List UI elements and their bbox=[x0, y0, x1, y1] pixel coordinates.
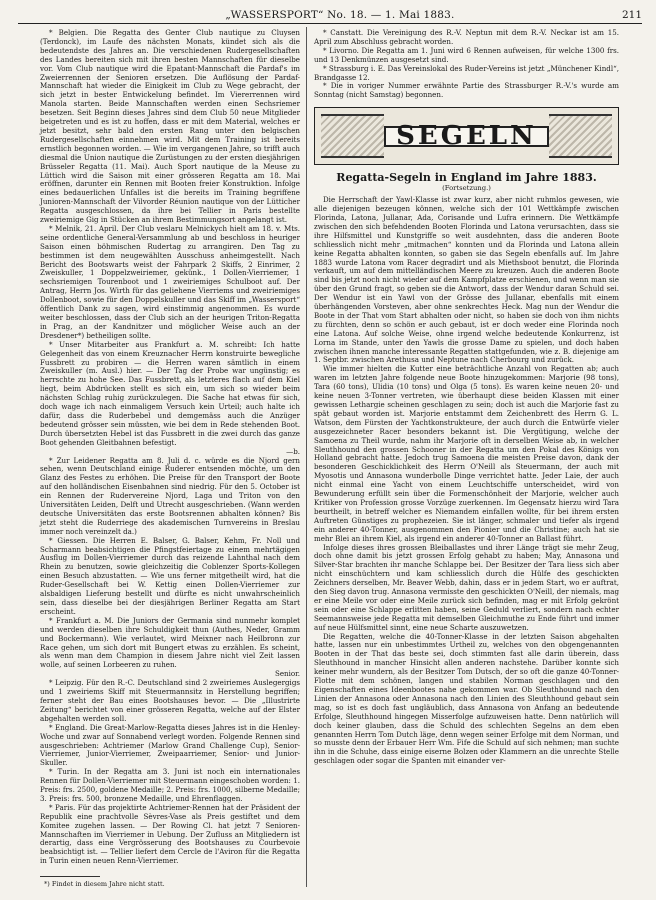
signature: —b. bbox=[286, 446, 300, 456]
news-item-giessen: * Giessen. Die Herren E. Balser, G. Balser, Kehm, Fr. Noll und Scharmann beabsichtigen die Pfingstfeiertage zu einem mehrtägigen Ausflug im Dollen-Vierriemer durch das reizende Lahnthal nach dem Rhein zu benutzen, sowie gleichzeitig die Coblenzer Sports-Kollegen einen Besuch abzustatten. — Wie uns ferner mitgetheilt wird, hat die Ruder-Gesellschaft bei W. Kettig einen Dollen-Vierriemer zur alsbaldigen Lieferung bestellt und dürfte es nicht unwahrscheinlich sein, dass dieselbe bei der diesjährigen Berliner Regatta am Start erscheint. bbox=[40, 535, 300, 616]
news-item-livorno: * Livorno. Die Regatta am 1. Juni wird 6 Rennen aufweisen, für welche 1300 frs. und 13 Denkmünzen ausgesetzt sind. bbox=[314, 45, 619, 64]
ornament-right bbox=[549, 114, 612, 158]
left-column bbox=[40, 29, 300, 889]
news-item-strassburg: * Strassburg i. E. Das Vereinslokal des Ruder-Vereins ist jetzt „Münchener Kindl“, Brandgasse 12. bbox=[314, 63, 619, 82]
article-paragraph: Die Regatten, welche die 40-Tonner-Klasse in der letzten Saison abgehalten hatte, lassen nur ein unbestimmtes Urtheil zu, welches von den obgengenannten Booten in der That das beste sei, doch stimmten fast alle darin überein, dass Sleuthhound in mancher Hinsicht allen anderen nachstehe. Darüber konnte sich keiner mehr wundern, als der Besitzer Tom Dutsch, der so oft die ganze 40-Tonner-Flotte mit dem schönen, langen und stabilen Norman geschlagen und den Eigenschaften eines Ideenbootes nahe gekommen war. Ob Sleuthhound nach den Linien der Annasona oder Annasona nach den Linien des Sleuthhound gebaut sein mag, so ist es doch fast ungläublich, dass Annasona von Anfang an bedeutende Erfolge, Sleuthhound hingegen Misserfolge aufzuweisen hatte. Denn natürlich will doch keiner glauben, dass die Schuld des schlechten Segelns an dem eben genannten Herrn Tom Dutch läge, denn wegen seiner Erfolge mit dem Norman, und so musste denn der Erbauer Herr Wm. Fife die Schuld auf sich nehmen; man suchte ihn in die Schuhe, dass einige eiserne Bolzen oder Klammern an die unrechte Stelle geschlagen oder sogar die Spanten mit einander ver- bbox=[314, 631, 619, 766]
page-number: 211 bbox=[621, 9, 642, 21]
news-item-frankfurt-germania: * Frankfurt a. M. Die Juniors der Germania sind nunmehr komplet und werden dieselben ihre Schuldigkeit thun (Authes, Neder, Gramm und Bockermann). Wie verlautet, wird Meixner nach Heilbronn zur Race gehen, um sich dort mit Bungert etwas zu erzählen. Es scheint, als wenn man dem Champion in diesem Jahre nicht viel Zeit lassen wolle, auf seinen Lorbeeren zu ruhen. bbox=[40, 615, 300, 670]
article-paragraph: Die Herrschaft der Yawl-Klasse ist zwar kurz, aber nicht ruhmlos gewesen, wie alle diejenigen bezeugen können, welche sich der 101 Wettkämpfe zwischen Florinda, Latona, Jullanar, Ada, Corisande und Lufra erinnern. Die Wettkämpfe zwischen den sich befehdenden Booten Florinda und Latona verursachten, dass sie ihre Hilfsmittel und Kunstgriffe so weit ausdehnten, dass die anderen Boote schliesslich nicht mehr „mitmachen“ konnten und da Florinda und Latona allein keine Regatta abhalten konnten, so gaben sie das Segeln ebenfalls auf. Im Jahre 1883 wurde Latona vom Racer degradirt und als Miethsboot benutzt, die Florinda verkauft, um auf dem mittelländischen Meere zu kreuzen. Auch die anderen Boote sind bis jetzt noch nicht wieder auf dem Kampfplatze erschienen, und wenn man sie über den Grund fragt, so geben sie die Antwort, dass der Wendur daran Schuld sei. Der Wendur ist ein Yawl von der Grösse des Jullanar, ebenfalls mit einem überhängenden Vorsteven, aber ohne senkrechtes Heck. Mag nun der Wendur die Boote in der That vom Start abhalten oder nicht, so haben sie doch von ihm nichts zu fürchten, denn so schön er auch gebaut, ist er doch weder eine Florinda noch eine Latona. Auf solche Weise, ohne irgend welche bedeutende Konkurrenz, ist Lorna im Stande, unter den Yawls die grosse Dame zu spielen, und doch haben zwischen ihnen manche interessante Regatten stattgefunden, wie z. B. diejenige am 1. Septbr. zwischen Arethusa und Neptune nach Cherbourg und zurück. bbox=[314, 195, 619, 365]
signature: Senior. bbox=[274, 669, 300, 679]
article-subtitle: (Fortsetzung.) bbox=[442, 184, 491, 193]
column-divider bbox=[306, 27, 307, 887]
news-item-frankfurt-fussbrett: * Unser Mitarbeiter aus Frankfurt a. M. schreibt: Ich hatte Gelegenheit das von einem Kreuznacher Herrn konstruirte bewegliche Fussbrett zu probiren — die Herren waren sämtlich in einem Zweiskuller (m. Ausl.) hier. — Der Tag der Probe war ungünstig; es herrschte zu hohe See. Das Fussbrett, als letzteres flach auf dem Kiel liegt, beim Abdrücken stellt es sich ein, um sich so wieder beim nächsten Schlag ruhig zurückzulegen. Die Sache hat etwas für sich, doch wage ich nach einmaligem Versuch kein Urteil; auch halte ich dafür, dass die Ruderbebel und demgemäss auch die Anzüger bedeutend grösser sein müssten, wie bei dem in Rede stehenden Boot. Durch übersetzten Hebel ist das Fussbrett in die zwei durch das ganze Boot gehenden Gleitbahnen befestigt. bbox=[40, 339, 300, 447]
journal-title: „WASSERSPORT“ No. 18. — 1. Mai 1883. bbox=[225, 9, 455, 21]
news-item-strassburg-partie: * Die in voriger Nummer erwähnte Partie des Strassburger R.-V.'s wurde am Sonntag (nicht Samstag) begonnen. bbox=[314, 81, 619, 100]
news-item-canstatt: * Canstatt. Die Vereinigung des R.-V. Neptun mit dem R.-V. Neckar ist am 15. April zum Abschluss gebracht worden. bbox=[314, 28, 619, 46]
running-header bbox=[18, 7, 642, 24]
ornament-left bbox=[321, 114, 384, 158]
news-item-england: * England. Die Great-Marlow-Regatta dieses Jahres ist in die Henley-Woche und zwar auf Sonnabend verlegt worden. Folgende Rennen sind ausgeschrieben: Achtriemer (Marlow Grand Challenge Cup), Senior-Vierriemer, Junior-Vierriemer, Zweipaarriemer, Senior- und Junior-Skuller. bbox=[40, 722, 300, 768]
article-title: Regatta-Segeln in England im Jahre 1883. bbox=[336, 171, 597, 185]
footnote-rule bbox=[40, 876, 100, 877]
news-item-leidener-regatta: * Zur Leidener Regatta am 8. Juli d. c. würde es die Njord gern sehen, wenn Deutschland einige Ruderer entsenden möchte, um den Glanz des Festes zu erhöhen. Die Preise für den Transport der Boote auf den holländischen Eisenbahnen sind niedrig. Für den 5. October ist ein Rennen der Rudervereine Njord, Laga und Triton von den Universitäten Leiden, Delft und Utrecht ausgeschrieben. (Wann werden deutsche Universitäten das erste Bootsrennen abhalten können? Bis jetzt steht die Ruderriege des akademischen Turnvereins in Breslau immer noch vereinzelt da.) bbox=[40, 455, 300, 536]
article-paragraph: Infolge dieses ihres grossen Bleiballastes und ihrer Länge trägt sie mehr Zeug, doch ohne damit bis jetzt grossen Erfolg gehabt zu haben; May, Annasona und Silver-Star brachten ihr manche Schlappe bei. Der Besitzer der Tara liess sich aber nicht einschüchtern und kam schliesslich durch die Hülfe des geschickten Zeichners derselben, Mr. Beaver Webb, dahin, dass er in jedem Start, wo er auftrat, den Sieg davon trug. Annasona vermisste den geschickten O'Neill, der niemals, mag er eine Meile vor oder eine Meile zurück sich befinden, mag er mit Erfolg gekrönt sein oder eine Schlappe erlitten haben, seine Geduld verliert, sondern nach echter Seemannsweise jede Regatta mit demselben Gleichmuthe zu Ende führt und immer auf neue Hülfsmittel sinnt, eine neue Scharte auszuwetzen. bbox=[314, 542, 619, 632]
section-title: SEGELN bbox=[384, 126, 549, 147]
news-item-paris: * Paris. Für das projektirte Achtriemer-Rennen hat der Präsident der Republik eine prachtvolle Sèvres-Vase als Preis gestiftet und dem Komitee zugehen lassen. — Der Rowing Cl. hat jetzt 7 Senioren-Mannschaften im Vierriemer in Uebung. Der Zufluss an Mitgliedern ist derartig, dass eine Vergrösserung des Bootshauses zu Courbevoie beabsichtigt ist. — Tellier liefert dem Cercle de l'Aviron für die Regatta in Turin einen neuen Renn-Vierriemer. bbox=[40, 802, 300, 866]
footnote: *) Findet in diesem Jahre nicht statt. bbox=[44, 880, 165, 889]
news-item-turin: * Turin. In der Regatta am 3. Juni ist noch ein internationales Rennen für Dollen-Vierriemer mit Steuermann eingeschoben worden: 1. Preis: frs. 2500, goldene Medaille; 2. Preis: frs. 1000, silberne Medaille; 3. Preis: frs. 500, bronzene Medaille, und Ehrenflaggen. bbox=[40, 767, 300, 803]
section-banner bbox=[314, 107, 619, 165]
news-item-belgien: * Belgien. Die Regatta des Genter Club nautique zu Cluysen (Terdonck), im Laufe des nächsten Monats, kündet sich als die bedeutendste des Jahres an. Die verschiedenen Rudergesellschaften des Landes bereiten sich mit ihren besten Mannschaften für dieselbe vor. Vom Club nautique wird die Epatant-Mannschaft die Pardaf's im Zweierrennen der Senioren ersetzen. Die Auflösung der Pardaf-Mannschaft hat wieder die Einigkeit im Club zu Wege gebracht, der sich jetzt in bester Entwickelung befindet. Im Viererrennen wird Manola starten. Beide Mannschaften werden einen Sechsriemer besetzen. Seit Beginn dieses Jahres sind dem Club 50 neue Mitglieder beigetreten und es ist zu hoffen, dass er mit dem Material, welches er jetzt besitzt, sehr bald den ersten Rang unter den belgischen Rudergesellschaften einnehmen wird. Mit dem Training ist bereits ernstlich begonnen worden. — Wie im vergangenen Jahre, so trifft auch diesmal die Union nautique die Zurüstungen zu der ersten diesjährigen Brüsseler Regatta (11. Mai). Auch Sport nautique de la Meuse zu Lüttich wird die Saison mit einer grösseren Regatta am 18. Mai eröffnen, darunter ein Rennen mit Booten freier Konstruktion. Infolge eines bedauerlichen Unfalles ist die bereits im Training begriffene Junioren-Mannschaft der Vilvorder Réunion nautique von der Lütticher Regatta ausgeschlossen, da ihre bei Tellier in Paris bestellte zweiriemige Gig in Stücken an ihrem Bestimmungsort angelangt ist. bbox=[40, 28, 300, 225]
news-item-melnik: * Melnik, 21. April. Der Club veslaru Melnickych hielt am 18. v. Mts. seine ordentliche General-Versammlung ab und beschloss in heuriger Saison einen böhmischen Rudertag zu arrangiren. Den Tag zu bestimmen ist dem neugewählten Ausschuss anheimgestellt. Nach Bericht des Bootswarts weist der Fahrpark 2 Skiffs, 2 Einrimer, 2 Zweiskuller, 1 Doppelzweiriemer, gekünk., 1 Dollen-Vierriemer, 1 sechsriemigen Tourenboot und 1 zweiriemiges Schulboot auf. Der Antrag, Herrn Jos. Wirth für das geliehene Vierriems und zweiriemiges Dollenboot, sowie für den Doppelskuller und das Skiff im „Wassersport“ öffentlich Dank zu sagen, wird einstimmig angenommen. Es wurde weiter beschlossen, dass der Club sich an der heurigen Triton-Regatta in Prag, an der Kandnitzer und möglicher Weise auch an der Dresdener*) betheiligen sollte. bbox=[40, 223, 300, 340]
right-column bbox=[314, 29, 619, 766]
news-item-leipzig: * Leipzig. Für den R.-C. Deutschland sind 2 zweiriemes Auslegergigs und 1 zweiriems Skiff mit Steuermannsitz in Herstellung begriffen; ferner steht der Bau eines Bootshauses bevor. — Die „Illustrirte Zeitung“ berichtet von einer grösseren Regatta, welche auf der Elster abgehalten werden soll. bbox=[40, 678, 300, 723]
article-paragraph: Wie immer hielten die Kutter eine beträchtliche Anzahl von Regatten ab; auch waren im letzten Jahre folgende neue Boote hinzugekommen: Marjorie (98 tons), Tara (60 tons), Ulidia (10 tons) und Olga (5 tons). Es waren keine neuen 20- und keine neuen 3-Tonner vertreten, wie überhaupt diese beiden Klassen mit einer gewissen Lethargie scheinen geschlagen zu sein; doch ist auch die Marjorie fast zu spät gebaut worden ist. Marjorie entstammt dem Zeichenbrett des Herrn G. L. Watson, dem Fürsten der Yachtkonstrukteure, der auch durch die Entwürfe vieler ausgezeichneter Racer besonders bekannt ist. Die Vergütigung, welche der Samoena zu Theil wurde, nahm ihr Marjorie oft in derselben Weise ab, in welcher Sleuthhound den grossen Schooner in der Regatta um den Pokal des Königs von Holland gebracht hatte. Jedoch trug Samoena die meisten Preise davon, dank der besonderen Geschicklichkeit des Herrn O'Neill als Steuermann, der auch mit Myosotis und Annasona wunderbolle Dinge verrichtet hatte. Jeder Laie, der auch nicht einmal eine Yacht von einem Leuchtschiffe unterscheidet, wird von Bewunderung erfüllt sein über die Formenschönheit der Marjorie, welcher auch Kritiker von Profession grosse Vorzüge zuerkennen. Im Gegensatz hierzu wird Tara beurtheilt, in betreff welcher es Niemandem einfallen wollte, für bei ihrem ersten Auftreten Günstiges zu prophezeien. Sie ist länger, schmaler und tiefer als irgend ein anderer 40-Tonner, ausgenommen den Pionier und die Christine; auch hat sie mehr Blei an ihrem Kiel, als irgend ein anderer 40-Tonner an Ballast führt. bbox=[314, 364, 619, 543]
